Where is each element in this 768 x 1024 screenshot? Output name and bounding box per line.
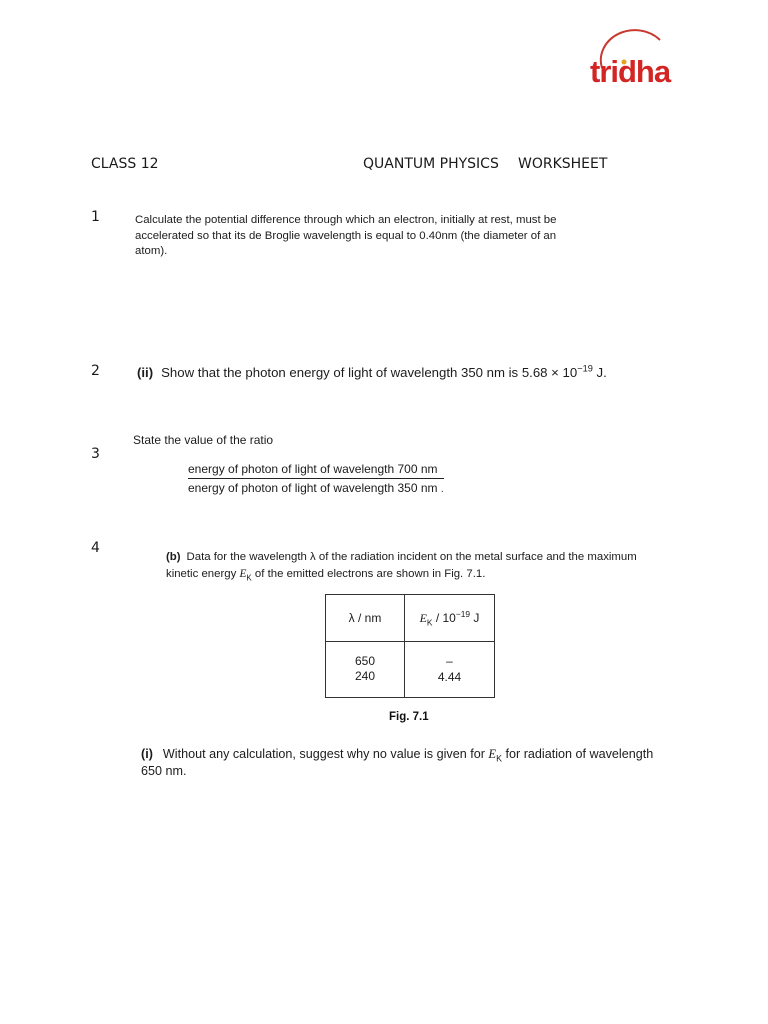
table-header-row [326,595,495,642]
question-2-exponent: −19 [577,363,593,374]
question-number-4: 4 [91,540,100,556]
question-1-text: Calculate the potential difference through which an electron, initially at rest, must be accelerated so that its de Broglie wavelength is equal to 0.40nm (the diameter of an atom). [135,214,557,257]
table-header-energy: $E_K / 10^{-19}$ J [405,595,495,642]
question-2-unit: J. [592,365,607,380]
question-2-text [137,365,607,380]
question-number-1: 1 [91,209,100,225]
table-cell-energies: – 4.44 [405,642,495,698]
question-4i-part: (i) [141,747,153,761]
question-3-lead: State the value of the ratio [133,433,274,447]
ratio-numerator: energy of photon of light of wavelength 700 nm [188,461,444,479]
question-4-part: (b) [166,551,181,563]
subject-label: QUANTUM PHYSICS [363,156,499,172]
worksheet-label: WORKSHEET [518,156,608,172]
school-logo [588,28,706,92]
table-header-wavelength: λ / nm [326,595,405,642]
question-4b-text: (b) Data for the wavelength λ of the radiation incident on the metal surface and the maximum kinetic energy $E_K$ of the emitted electrons are shown in Fig. 7.1. [166,551,637,582]
question-number-3: 3 [91,446,100,462]
question-2-body: Show that the photon energy of light of wavelength 350 nm is 5.68 × 10 [161,365,578,380]
question-number-2: 2 [91,363,100,379]
class-label: CLASS 12 [91,156,159,172]
table-row [326,642,495,698]
ratio-fraction [188,461,444,498]
table-cell-wavelengths: 650 240 [326,642,405,698]
data-table [325,594,495,698]
question-2-part: (ii) [137,365,154,380]
question-4i-text: (i) Without any calculation, suggest why no value is given for $E_K$ for radiation of wavelength 650 nm. [141,747,654,778]
logo-brand-text: tridha [590,54,671,89]
ratio-denominator: energy of photon of light of wavelength 350 nm . [188,481,444,495]
figure-caption: Fig. 7.1 [389,711,429,723]
